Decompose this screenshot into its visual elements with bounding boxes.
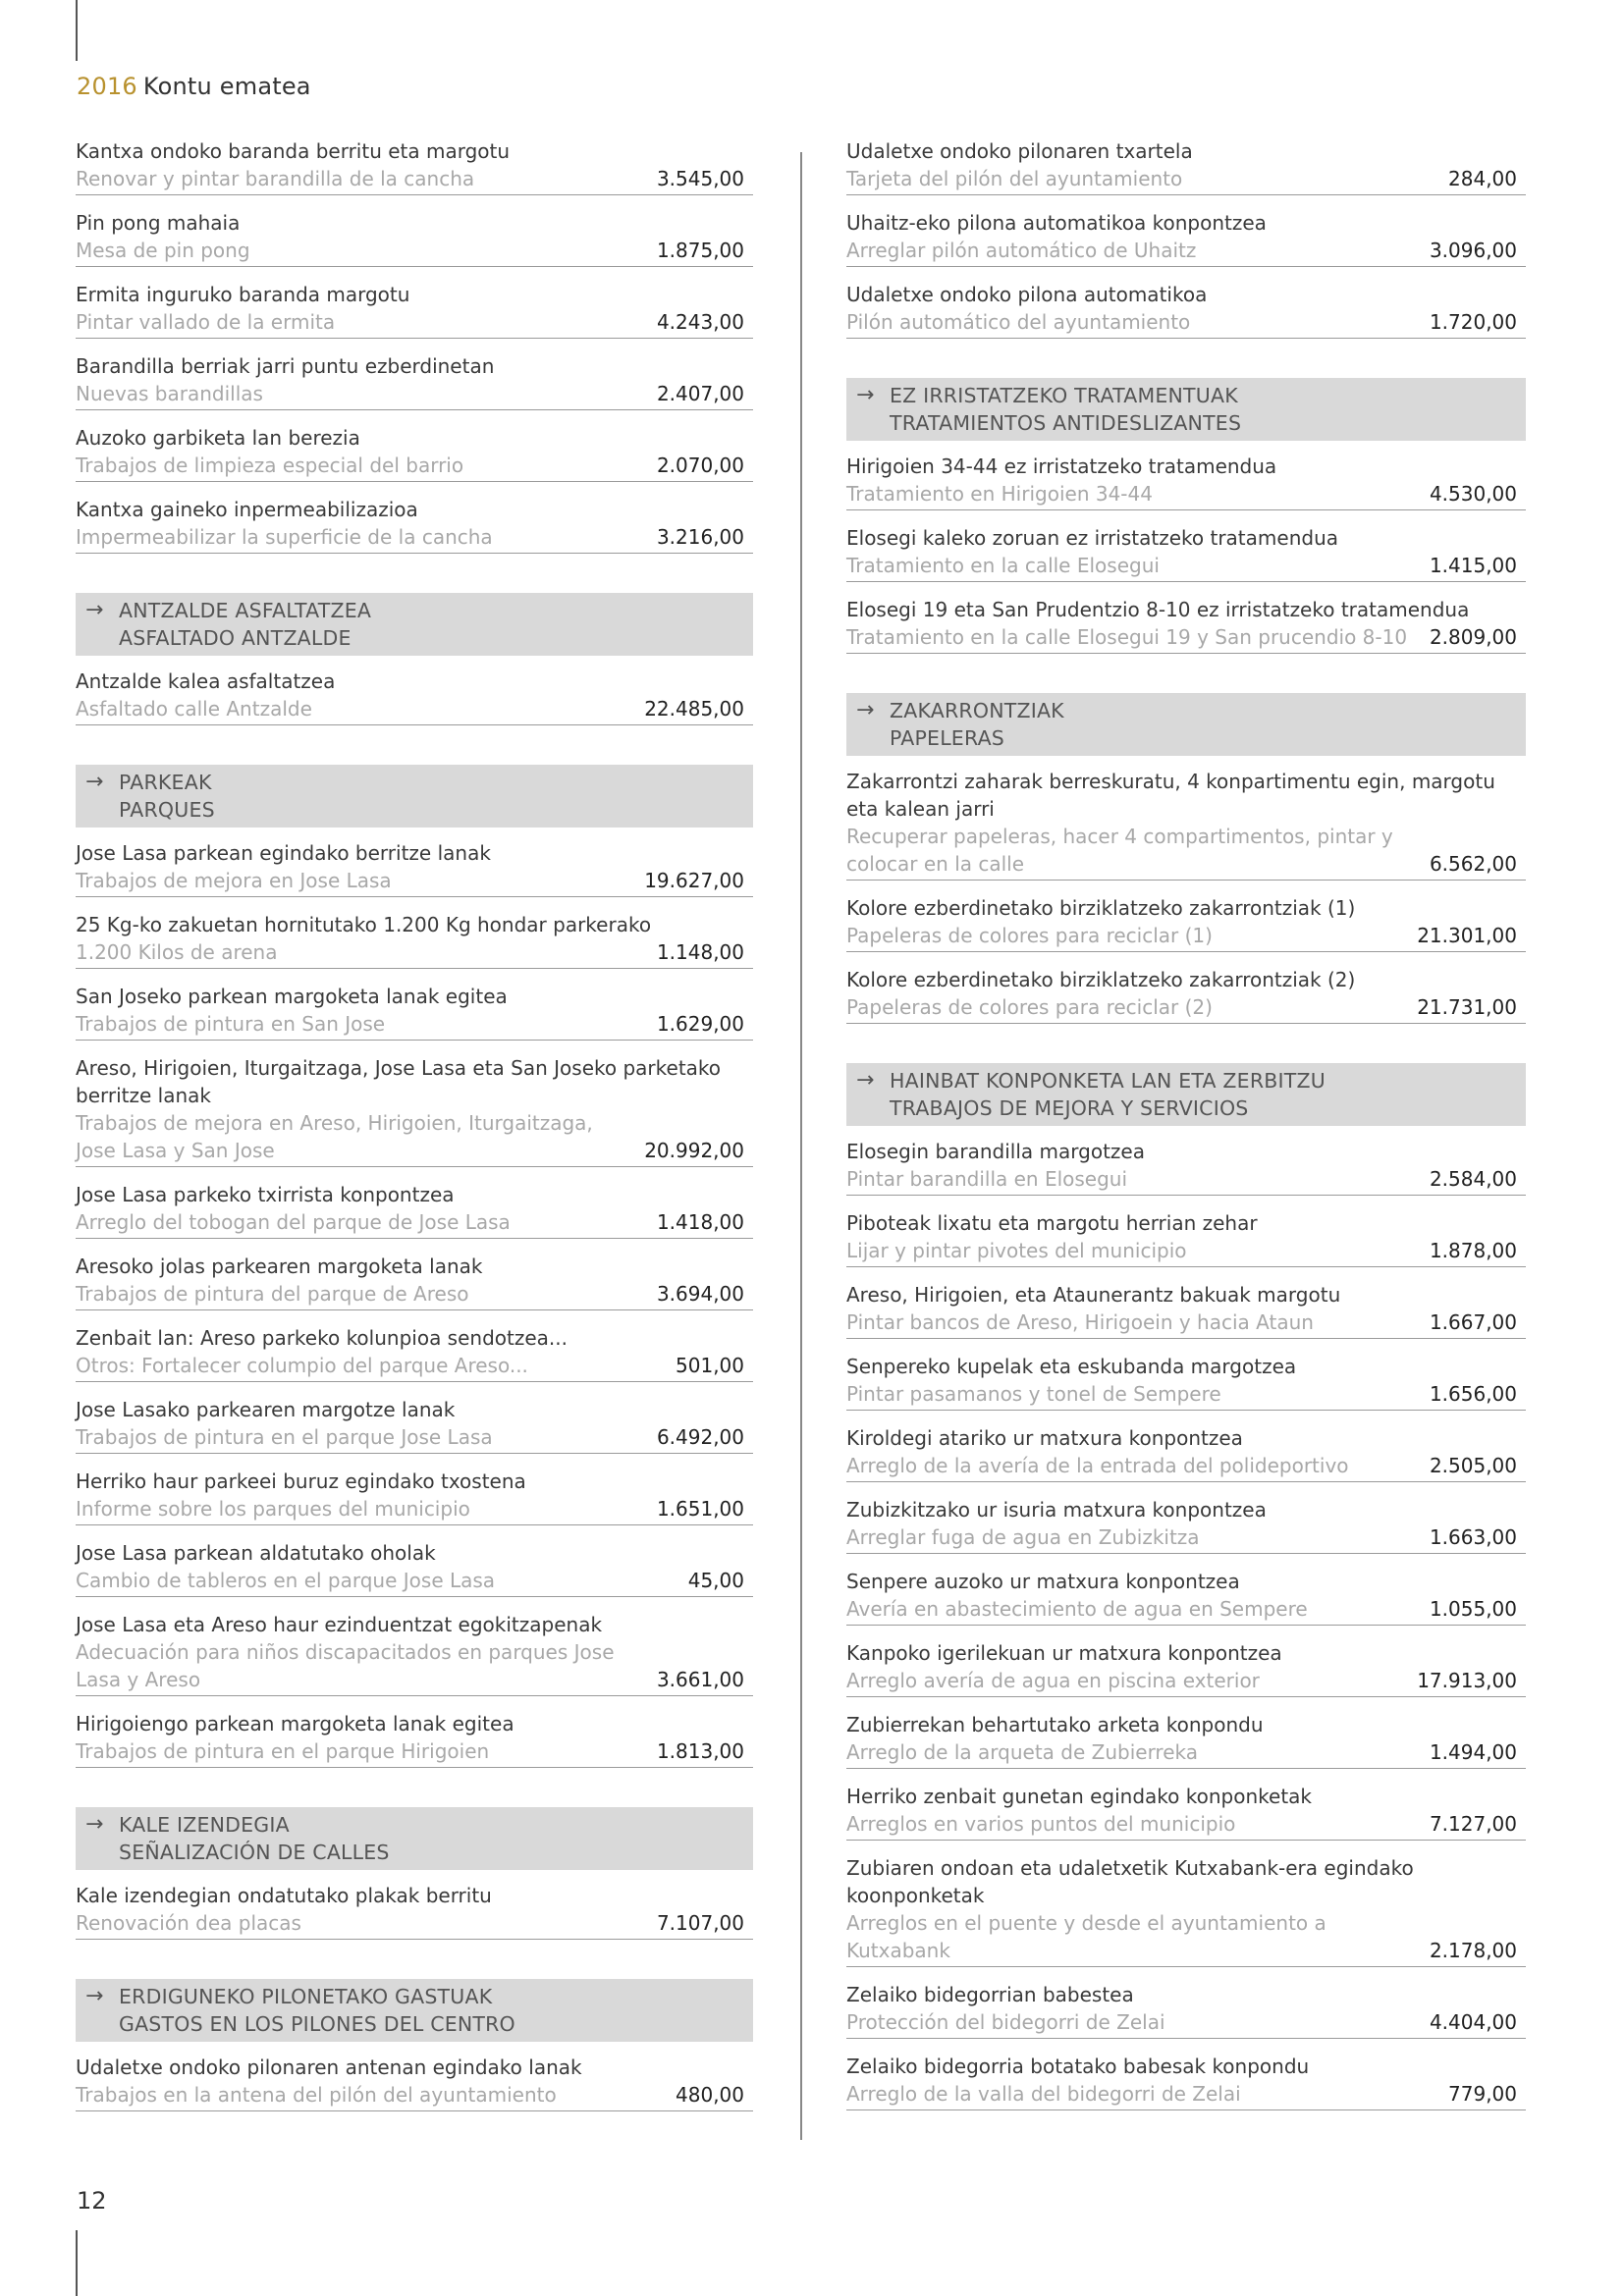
page-number: 12 bbox=[77, 2187, 107, 2215]
header-year: 2016 bbox=[77, 73, 137, 100]
entry-label-eu: Areso, Hirigoien, Iturgaitzaga, Jose Lasa eta San Joseko parketako berritze lanak bbox=[76, 1056, 722, 1107]
entry-amount: 21.301,00 bbox=[1417, 924, 1517, 947]
entry-amount: 1.667,00 bbox=[1429, 1310, 1517, 1334]
arrow-right-icon: → bbox=[856, 383, 875, 407]
entry-amount: 3.545,00 bbox=[656, 167, 744, 190]
entry-amount: 1.415,00 bbox=[1429, 554, 1517, 577]
entry-amount: 17.913,00 bbox=[1417, 1669, 1517, 1692]
entry-label-eu: Jose Lasako parkearen margotze lanak bbox=[76, 1398, 456, 1421]
entry-amount: 20.992,00 bbox=[644, 1139, 744, 1162]
expense-entry bbox=[846, 1854, 1526, 1967]
entry-amount: 45,00 bbox=[687, 1569, 744, 1592]
expense-entry bbox=[76, 1539, 753, 1597]
entry-label-es: Pintar pasamanos y tonel de Sempere bbox=[846, 1382, 1221, 1406]
entry-label-es: Arreglar fuga de agua en Zubizkitza bbox=[846, 1525, 1200, 1549]
entry-label-eu: Hirigoiengo parkean margoketa lanak egitea bbox=[76, 1712, 514, 1735]
entry-amount: 284,00 bbox=[1448, 167, 1517, 190]
entry-label-es: Lijar y pintar pivotes del municipio bbox=[846, 1239, 1187, 1262]
entry-label-es: Arreglos en varios puntos del municipio bbox=[846, 1812, 1236, 1836]
entry-label-es: Trabajos de pintura en el parque Jose Lasa bbox=[76, 1425, 493, 1449]
section-title-es: PARQUES bbox=[119, 798, 215, 822]
entry-label-es: Trabajos de pintura en el parque Hirigoien bbox=[76, 1739, 490, 1763]
entry-label-es: Papeleras de colores para reciclar (1) bbox=[846, 924, 1213, 947]
entry-amount: 3.096,00 bbox=[1429, 239, 1517, 262]
expense-entry bbox=[846, 281, 1526, 339]
expense-entry bbox=[846, 1639, 1526, 1697]
section-header bbox=[76, 1979, 753, 2042]
entry-amount: 779,00 bbox=[1448, 2082, 1517, 2106]
entry-amount: 6.492,00 bbox=[656, 1425, 744, 1449]
expense-entry bbox=[76, 496, 753, 554]
expense-entry bbox=[76, 1181, 753, 1239]
expense-entry bbox=[76, 1253, 753, 1310]
entry-label-eu: Piboteak lixatu eta margotu herrian zehar bbox=[846, 1211, 1258, 1235]
entry-amount: 3.694,00 bbox=[656, 1282, 744, 1306]
entry-amount: 22.485,00 bbox=[644, 697, 744, 721]
entry-label-es: Arreglo del tobogan del parque de Jose Lasa bbox=[76, 1210, 511, 1234]
expense-entry bbox=[846, 209, 1526, 267]
expense-entry bbox=[76, 2054, 753, 2111]
entry-amount: 19.627,00 bbox=[644, 869, 744, 892]
entry-label-es: Pilón automático del ayuntamiento bbox=[846, 310, 1191, 334]
entry-label-eu: Elosegi kaleko zoruan ez irristatzeko tratamendua bbox=[846, 526, 1338, 550]
page-header bbox=[77, 73, 311, 100]
entry-label-eu: Antzalde kalea asfaltatzea bbox=[76, 669, 336, 693]
entry-label-eu: Herriko haur parkeei buruz egindako txostena bbox=[76, 1469, 526, 1493]
section-title-eu: HAINBAT KONPONKETA LAN ETA ZERBITZU bbox=[890, 1069, 1326, 1093]
entry-label-eu: Hirigoien 34-44 ez irristatzeko tratamendua bbox=[846, 454, 1277, 478]
entry-amount: 1.055,00 bbox=[1429, 1597, 1517, 1621]
entry-amount: 1.629,00 bbox=[656, 1012, 744, 1036]
entry-amount: 2.407,00 bbox=[656, 382, 744, 405]
entry-label-es: Informe sobre los parques del municipio bbox=[76, 1497, 470, 1521]
expense-entry bbox=[846, 137, 1526, 195]
expense-entry bbox=[846, 768, 1526, 881]
expense-entry bbox=[846, 1424, 1526, 1482]
arrow-right-icon: → bbox=[85, 598, 104, 622]
arrow-right-icon: → bbox=[856, 1068, 875, 1093]
entry-label-eu: Auzoko garbiketa lan berezia bbox=[76, 426, 360, 450]
entry-label-eu: San Joseko parkean margoketa lanak egitea bbox=[76, 985, 508, 1008]
entry-amount: 1.418,00 bbox=[656, 1210, 744, 1234]
entry-label-es: Trabajos de mejora en Areso, Hirigoien, Iturgaitzaga, Jose Lasa y San Jose bbox=[76, 1111, 593, 1162]
entry-label-eu: Jose Lasa parkeko txirrista konpontzea bbox=[76, 1183, 455, 1206]
entry-label-es: Trabajos en la antena del pilón del ayuntamiento bbox=[76, 2083, 557, 2107]
entry-amount: 1.720,00 bbox=[1429, 310, 1517, 334]
section-header bbox=[76, 1807, 753, 1870]
expense-entry bbox=[76, 1611, 753, 1696]
section-header bbox=[76, 593, 753, 656]
section-header bbox=[846, 378, 1526, 441]
entry-label-eu: Zakarrontzi zaharak berreskuratu, 4 konpartimentu egin, margotu eta kalean jarri bbox=[846, 770, 1495, 821]
expense-entry bbox=[846, 1568, 1526, 1626]
entry-label-eu: Zelaiko bidegorrian babestea bbox=[846, 1983, 1134, 2006]
arrow-right-icon: → bbox=[856, 698, 875, 722]
section-title-es: SEÑALIZACIÓN DE CALLES bbox=[119, 1841, 390, 1864]
entry-label-eu: Udaletxe ondoko pilonaren antenan egindako lanak bbox=[76, 2056, 582, 2079]
entry-amount: 4.404,00 bbox=[1429, 2010, 1517, 2034]
expense-entry bbox=[76, 424, 753, 482]
entry-label-es: Trabajos de pintura del parque de Areso bbox=[76, 1282, 469, 1306]
entry-label-es: Tratamiento en la calle Elosegui bbox=[846, 554, 1160, 577]
entry-label-eu: 25 Kg-ko zakuetan hornitutako 1.200 Kg hondar parkerako bbox=[76, 913, 652, 936]
expense-entry bbox=[846, 1281, 1526, 1339]
entry-label-eu: Kiroldegi atariko ur matxura konpontzea bbox=[846, 1426, 1243, 1450]
entry-label-es: Trabajos de limpieza especial del barrio bbox=[76, 454, 464, 477]
entry-amount: 1.148,00 bbox=[656, 940, 744, 964]
entry-label-eu: Jose Lasa eta Areso haur ezinduentzat egokitzapenak bbox=[76, 1613, 603, 1636]
entry-label-eu: Zelaiko bidegorria botatako babesak konpondu bbox=[846, 2055, 1310, 2078]
entry-amount: 480,00 bbox=[676, 2083, 744, 2107]
expense-entry bbox=[846, 966, 1526, 1024]
expense-entry bbox=[76, 839, 753, 897]
entry-amount: 3.661,00 bbox=[656, 1668, 744, 1691]
expense-entry bbox=[846, 596, 1526, 654]
entry-label-eu: Zenbait lan: Areso parkeko kolunpioa sendotzea... bbox=[76, 1326, 568, 1350]
entry-label-eu: Kolore ezberdinetako birziklatzeko zakarrontziak (1) bbox=[846, 896, 1356, 920]
expense-entry bbox=[846, 2053, 1526, 2110]
section-title-eu: PARKEAK bbox=[119, 771, 212, 794]
section-title-es: GASTOS EN LOS PILONES DEL CENTRO bbox=[119, 2012, 515, 2036]
entry-label-eu: Elosegi 19 eta San Prudentzio 8-10 ez irristatzeko tratamendua bbox=[846, 598, 1470, 621]
entry-label-eu: Ermita inguruko baranda margotu bbox=[76, 283, 410, 306]
entry-label-es: Recuperar papeleras, hacer 4 compartimentos, pintar y colocar en la calle bbox=[846, 825, 1393, 876]
entry-label-eu: Jose Lasa parkean egindako berritze lanak bbox=[76, 841, 491, 865]
entry-amount: 1.875,00 bbox=[656, 239, 744, 262]
section-header bbox=[76, 765, 753, 828]
expense-entry bbox=[76, 667, 753, 725]
section-title-eu: ERDIGUNEKO PILONETAKO GASTUAK bbox=[119, 1985, 493, 2008]
section-title-eu: EZ IRRISTATZEKO TRATAMENTUAK bbox=[890, 384, 1238, 407]
entry-label-eu: Kanpoko igerilekuan ur matxura konpontzea bbox=[846, 1641, 1282, 1665]
entry-amount: 4.530,00 bbox=[1429, 482, 1517, 506]
entry-label-es: Adecuación para niños discapacitados en parques Jose Lasa y Areso bbox=[76, 1640, 615, 1691]
expense-entry bbox=[76, 983, 753, 1041]
expense-entry bbox=[846, 1711, 1526, 1769]
arrow-right-icon: → bbox=[85, 770, 104, 794]
entry-label-eu: Zubierrekan behartutako arketa konpondu bbox=[846, 1713, 1264, 1736]
entry-amount: 3.216,00 bbox=[656, 525, 744, 549]
entry-label-es: Arreglo avería de agua en piscina exterior bbox=[846, 1669, 1260, 1692]
expense-entry bbox=[76, 1710, 753, 1768]
entry-amount: 2.809,00 bbox=[1429, 625, 1517, 649]
entry-amount: 7.107,00 bbox=[656, 1911, 744, 1935]
entry-label-eu: Elosegin barandilla margotzea bbox=[846, 1140, 1145, 1163]
section-title-es: TRABAJOS DE MEJORA Y SERVICIOS bbox=[890, 1096, 1249, 1120]
expense-entry bbox=[846, 524, 1526, 582]
expense-entry bbox=[76, 281, 753, 339]
expense-entry bbox=[76, 1882, 753, 1940]
entry-label-es: Avería en abastecimiento de agua en Sempere bbox=[846, 1597, 1308, 1621]
entry-amount: 2.070,00 bbox=[656, 454, 744, 477]
expense-entry bbox=[76, 352, 753, 410]
entry-label-es: Trabajos de pintura en San Jose bbox=[76, 1012, 386, 1036]
entry-label-es: Arreglos en el puente y desde el ayuntamiento a Kutxabank bbox=[846, 1911, 1326, 1962]
expense-entry bbox=[846, 1496, 1526, 1554]
entry-label-es: Pintar barandilla en Elosegui bbox=[846, 1167, 1128, 1191]
entry-label-es: Protección del bidegorri de Zelai bbox=[846, 2010, 1165, 2034]
expense-entry bbox=[76, 137, 753, 195]
section-header bbox=[846, 693, 1526, 756]
entry-amount: 2.584,00 bbox=[1429, 1167, 1517, 1191]
entry-label-es: Arreglar pilón automático de Uhaitz bbox=[846, 239, 1197, 262]
expense-entry bbox=[76, 1468, 753, 1525]
entry-label-eu: Aresoko jolas parkearen margoketa lanak bbox=[76, 1255, 483, 1278]
section-title-eu: ZAKARRONTZIAK bbox=[890, 699, 1064, 722]
section-title-es: TRATAMIENTOS ANTIDESLIZANTES bbox=[890, 411, 1242, 435]
entry-amount: 2.178,00 bbox=[1429, 1939, 1517, 1962]
expense-entry bbox=[846, 1353, 1526, 1411]
expense-entry bbox=[76, 1396, 753, 1454]
expense-entry bbox=[846, 1138, 1526, 1196]
entry-label-es: Tarjeta del pilón del ayuntamiento bbox=[846, 167, 1183, 190]
entry-label-eu: Jose Lasa parkean aldatutako oholak bbox=[76, 1541, 436, 1565]
entry-label-eu: Areso, Hirigoien, eta Ataunerantz bakuak margotu bbox=[846, 1283, 1341, 1307]
entry-label-eu: Senpere auzoko ur matxura konpontzea bbox=[846, 1570, 1240, 1593]
entry-label-es: Pintar bancos de Areso, Hirigoein y hacia Ataun bbox=[846, 1310, 1314, 1334]
column-divider bbox=[800, 152, 802, 2140]
right-column bbox=[846, 137, 1526, 2124]
entry-label-eu: Udaletxe ondoko pilona automatikoa bbox=[846, 283, 1208, 306]
entry-label-es: Papeleras de colores para reciclar (2) bbox=[846, 995, 1213, 1019]
entry-amount: 21.731,00 bbox=[1417, 995, 1517, 1019]
entry-label-es: Arreglo de la avería de la entrada del polideportivo bbox=[846, 1454, 1349, 1477]
entry-label-es: Tratamiento en la calle Elosegui 19 y San prucendio 8-10 bbox=[846, 625, 1408, 649]
entry-label-es: Pintar vallado de la ermita bbox=[76, 310, 336, 334]
entry-amount: 1.878,00 bbox=[1429, 1239, 1517, 1262]
section-title-es: PAPELERAS bbox=[890, 726, 1005, 750]
arrow-right-icon: → bbox=[85, 1812, 104, 1837]
entry-amount: 1.651,00 bbox=[656, 1497, 744, 1521]
section-title-es: ASFALTADO ANTZALDE bbox=[119, 626, 352, 650]
entry-amount: 501,00 bbox=[676, 1354, 744, 1377]
expense-entry bbox=[76, 1054, 753, 1167]
expense-entry bbox=[846, 1209, 1526, 1267]
entry-label-eu: Herriko zenbait gunetan egindako konponketak bbox=[846, 1785, 1313, 1808]
entry-label-es: Nuevas barandillas bbox=[76, 382, 263, 405]
entry-label-es: Trabajos de mejora en Jose Lasa bbox=[76, 869, 392, 892]
entry-label-eu: Zubiaren ondoan eta udaletxetik Kutxabank-era egindako koonponketak bbox=[846, 1856, 1414, 1907]
entry-label-eu: Barandilla berriak jarri puntu ezberdinetan bbox=[76, 354, 495, 378]
entry-label-es: Arreglo de la valla del bidegorri de Zelai bbox=[846, 2082, 1241, 2106]
entry-label-es: Renovar y pintar barandilla de la cancha bbox=[76, 167, 475, 190]
section-header bbox=[846, 1063, 1526, 1126]
expense-entry bbox=[846, 1783, 1526, 1841]
entry-label-es: Renovación dea placas bbox=[76, 1911, 301, 1935]
entry-amount: 1.656,00 bbox=[1429, 1382, 1517, 1406]
expense-entry bbox=[846, 894, 1526, 952]
entry-label-es: Arreglo de la arqueta de Zubierreka bbox=[846, 1740, 1199, 1764]
section-title-eu: ANTZALDE ASFALTATZEA bbox=[119, 599, 372, 622]
entry-label-es: Tratamiento en Hirigoien 34-44 bbox=[846, 482, 1153, 506]
expense-entry bbox=[846, 453, 1526, 510]
entry-label-es: Cambio de tableros en el parque Jose Lasa bbox=[76, 1569, 496, 1592]
entry-label-eu: Udaletxe ondoko pilonaren txartela bbox=[846, 139, 1193, 163]
entry-label-eu: Kolore ezberdinetako birziklatzeko zakarrontziak (2) bbox=[846, 968, 1356, 991]
entry-amount: 1.663,00 bbox=[1429, 1525, 1517, 1549]
entry-amount: 1.494,00 bbox=[1429, 1740, 1517, 1764]
entry-amount: 2.505,00 bbox=[1429, 1454, 1517, 1477]
entry-label-es: Otros: Fortalecer columpio del parque Areso... bbox=[76, 1354, 528, 1377]
entry-label-eu: Kale izendegian ondatutako plakak berritu bbox=[76, 1884, 492, 1907]
entry-amount: 6.562,00 bbox=[1429, 852, 1517, 876]
entry-label-eu: Senpereko kupelak eta eskubanda margotzea bbox=[846, 1355, 1297, 1378]
expense-entry bbox=[76, 911, 753, 969]
entry-amount: 1.813,00 bbox=[656, 1739, 744, 1763]
entry-label-eu: Uhaitz-eko pilona automatikoa konpontzea bbox=[846, 211, 1267, 235]
entry-label-eu: Kantxa ondoko baranda berritu eta margotu bbox=[76, 139, 511, 163]
entry-label-es: Mesa de pin pong bbox=[76, 239, 250, 262]
entry-label-es: Asfaltado calle Antzalde bbox=[76, 697, 312, 721]
left-column bbox=[76, 137, 753, 2125]
expense-entry bbox=[76, 209, 753, 267]
entry-label-es: 1.200 Kilos de arena bbox=[76, 940, 278, 964]
arrow-right-icon: → bbox=[85, 1984, 104, 2008]
entry-label-eu: Kantxa gaineko inpermeabilizazioa bbox=[76, 498, 418, 521]
expense-entry bbox=[76, 1324, 753, 1382]
expense-entry bbox=[846, 1981, 1526, 2039]
bottom-margin-line bbox=[76, 2230, 78, 2296]
top-margin-line bbox=[76, 0, 78, 61]
entry-label-eu: Zubizkitzako ur isuria matxura konpontzea bbox=[846, 1498, 1267, 1522]
header-title: Kontu ematea bbox=[142, 73, 311, 100]
entry-amount: 7.127,00 bbox=[1429, 1812, 1517, 1836]
section-title-eu: KALE IZENDEGIA bbox=[119, 1813, 290, 1837]
entry-amount: 4.243,00 bbox=[656, 310, 744, 334]
entry-label-es: Impermeabilizar la superficie de la cancha bbox=[76, 525, 493, 549]
entry-label-eu: Pin pong mahaia bbox=[76, 211, 241, 235]
